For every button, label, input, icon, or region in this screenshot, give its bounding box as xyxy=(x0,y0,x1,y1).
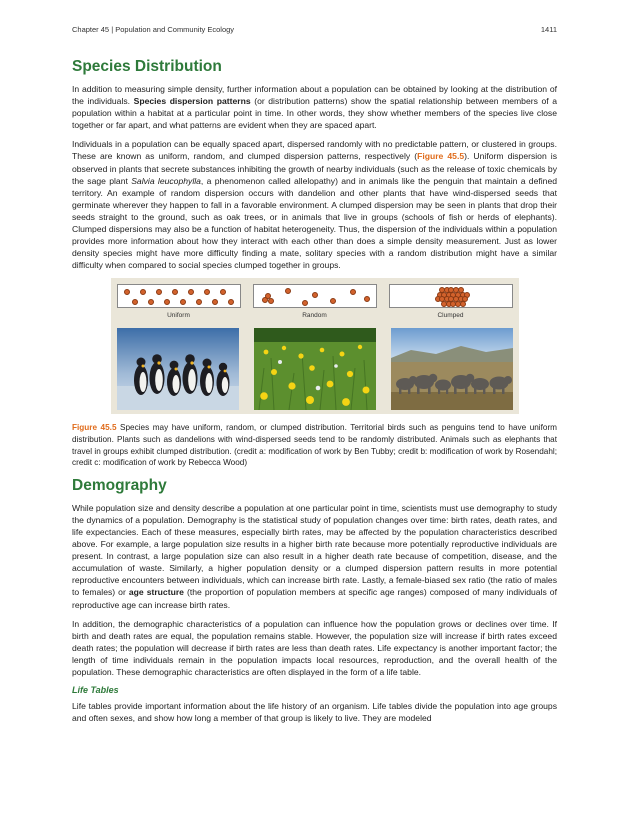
caption-text: Species may have uniform, random, or clumped distribution. Territorial birds such as penguins tend to have uniform distribution. Plants such as dandelions with wind-dispersed seeds tend to be randomly distributed. Animals such as elephants that travel in groups exhibit clumped distribution. (credit a: modification of work by Ben Tubby; credit b: modification of work by Rosendahl; credit c: modification of work by Rebecca Wood) xyxy=(72,423,557,468)
uniform-dot xyxy=(148,299,154,305)
uniform-dot xyxy=(164,299,170,305)
chapter-title: Chapter 45 | Population and Community Ecology xyxy=(72,25,235,34)
uniform-dot xyxy=(228,299,234,305)
random-dot xyxy=(350,289,356,295)
paragraph: Life tables provide important information about the life history of an organism. Life tables divide the population into age groups and often sexes, and show how long a member of that group is likely to live. They are modeled xyxy=(72,701,557,724)
uniform-dot xyxy=(204,289,210,295)
clumped-dot xyxy=(460,301,466,307)
label-random: Random xyxy=(302,312,327,320)
random-dot xyxy=(285,288,291,294)
clumped-diagram xyxy=(389,284,513,308)
section-title-species-distribution: Species Distribution xyxy=(72,58,222,75)
random-dot xyxy=(364,296,370,302)
figure-label: Figure 45.5 xyxy=(72,423,117,433)
random-dot xyxy=(302,300,308,306)
figure-45-5 xyxy=(72,278,557,468)
uniform-diagram xyxy=(117,284,241,308)
figure-panel xyxy=(111,278,519,414)
uniform-dot xyxy=(220,289,226,295)
uniform-dot xyxy=(132,299,138,305)
paragraph: In addition, the demographic characteristics of a population can influence how the population grows or declines over time. If birth and death rates are equal, the population remains stable. However, the population size will increase if birth rates exceed death rates; the population will decrease if birth rates are less than death rates. Life expectancy is another important factor; the length of time individuals remain in the population impacts local resources, reproduction, and the overall health of the population. These demographic characteristics are often displayed in the form of a life table. xyxy=(72,618,557,677)
random-dot xyxy=(312,292,318,298)
key-term: Species dispersion patterns xyxy=(133,96,251,107)
page-content xyxy=(72,58,557,731)
label-clumped: Clumped xyxy=(437,312,464,320)
figure-caption xyxy=(72,422,557,468)
key-term: age structure xyxy=(128,587,184,598)
dandelions-photo xyxy=(254,328,376,410)
random-dot xyxy=(268,298,274,304)
uniform-dot xyxy=(196,299,202,305)
uniform-dot xyxy=(180,299,186,305)
label-uniform: Uniform xyxy=(167,312,190,320)
figure-link[interactable]: Figure 45.5 xyxy=(417,151,465,162)
page-number: 1411 xyxy=(540,25,557,34)
uniform-dot xyxy=(172,289,178,295)
uniform-dot xyxy=(140,289,146,295)
random-dot xyxy=(330,298,336,304)
uniform-dot xyxy=(124,289,130,295)
uniform-dot xyxy=(212,299,218,305)
section-title-demography: Demography xyxy=(72,476,167,494)
paragraph: In addition to measuring simple density, further information about a population can be obtained by looking at the distribution of the individuals. Species dispersion patterns (or distribution patterns) show the spatial relationship between members of a population within a habitat at a particular point in time. In other words, they show whether members of the species live close together or far apart, and what patterns are evident when they are spaced apart. xyxy=(72,84,557,131)
paragraph: Individuals in a population can be equally spaced apart, dispersed randomly with no predictable pattern, or clustered in groups. These are known as uniform, random, and clumped dispersion patterns, respectively (Figure 45.5). Uniform dispersion is observed in plants that secrete substances inhibiting the growth of nearby individuals (such as the release of toxic chemicals by the sage plant Salvia leucophylla, a phenomenon called allelopathy) and in animals like the penguin that maintain a defined territory. An example of random dispersion occurs with dandelion and other plants that have wind-dispersed seeds that germinate wherever they happen to fall in a favorable environment. A clumped dispersion may be seen in plants that drop their seeds straight to the ground, such as oak trees, or in animals that live in groups (schools of fish or herds of elephants). Clumped dispersions may also be a function of habitat heterogeneity. Thus, the dispersion of the individuals within a population provides more information about how they interact with each other than does a simple density measurement. Just as lower density species might have more difficulty finding a mate, solitary species with a random distribution might have a similar difficulty when compared to social species clumped together in groups. xyxy=(72,139,558,271)
elephants-photo xyxy=(391,328,513,410)
subsection-title-life-tables: Life Tables xyxy=(72,685,119,696)
page-header xyxy=(72,25,557,39)
uniform-dot xyxy=(156,289,162,295)
species-name: Salvia leucophylla xyxy=(131,175,201,186)
uniform-dot xyxy=(188,289,194,295)
penguins-photo xyxy=(117,328,239,410)
random-diagram xyxy=(253,284,377,308)
paragraph: While population size and density describe a population at one particular point in time, scientists must use demography to study the dynamics of a population. Demography is the statistical study of population changes over time: birth rates, death rates, and life expectancies. Each of these measures, especially birth rates, may be affected by the population characteristics described above. For example, a large population size results in a higher birth rate because more potentially reproductive individuals are present. In contrast, a large population size can also result in a higher death rate because of competition, disease, and the accumulation of waste. Similarly, a higher population density or a clumped dispersion pattern results in more potential reproductive encounters between individuals, which can increase birth rate. Lastly, a female-biased sex ratio (the ratio of males to females) or age structure (the proportion of population members at specific age ranges) composed of many individuals of reproductive age can increase birth rates. xyxy=(72,502,557,610)
